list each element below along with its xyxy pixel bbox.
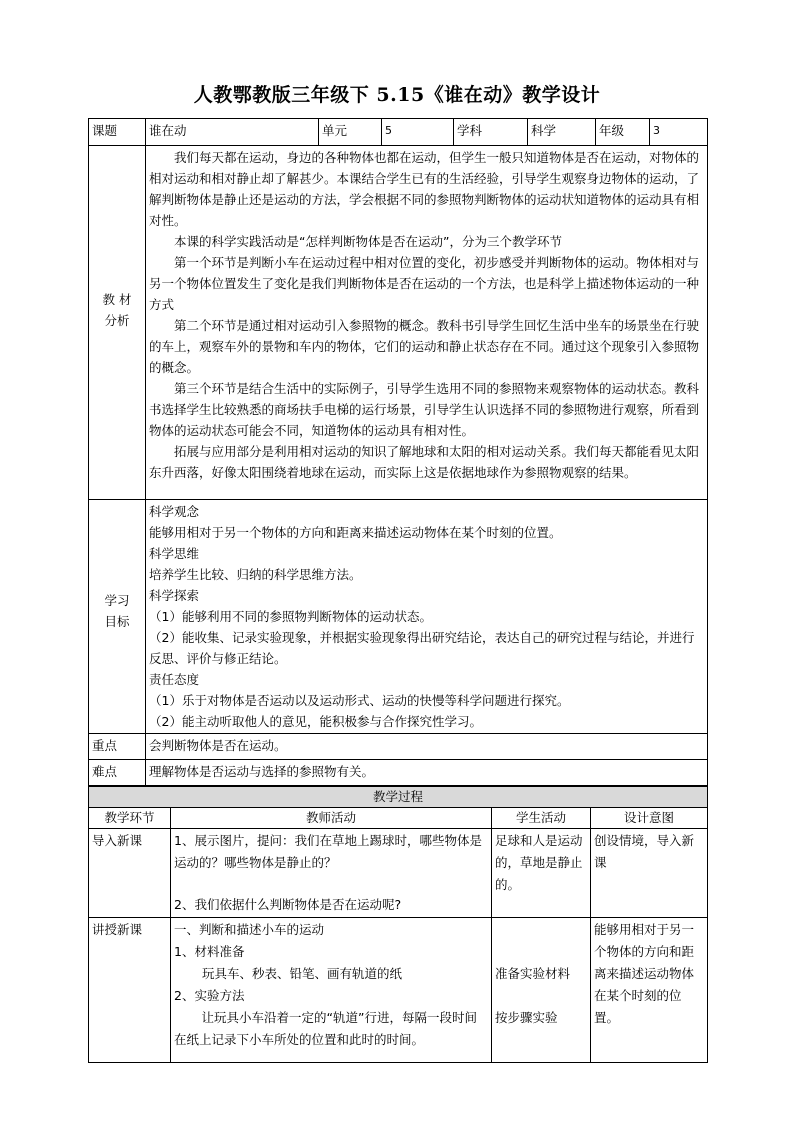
teacher-activity-intro — [171, 829, 492, 918]
key-point-text: 会判断物体是否在运动。 — [146, 734, 708, 760]
objective-line: （2）能主动听取他人的意见，能积极参与合作探究性学习。 — [149, 714, 482, 729]
objective-line: 科学思维 — [149, 546, 200, 561]
objective-line: （2）能收集、记录实验现象，并根据实验现象得出研究结论，表达自己的研究过程与结论，并进行反思、评价与修正结论。 — [149, 630, 695, 666]
document-title: 人教鄂教版三年级下 5.15《谁在动》教学设计 — [193, 84, 601, 106]
analysis-paragraph: 我们每天都在运动，身边的各种物体也都在运动，但学生一般只知道物体是否在运动，对物体的相对运动和相对静止却了解甚少。本课结合学生已有的生活经验，引导学生观察身边物体的运动，了解判断物体是静止还是运动的方法，学会根据不同的参照物判断物体的运动状知道物体的运动具有相对性。 — [149, 150, 700, 228]
teach-step: 让玩具小车沿着一定的“轨道”行进，每隔一段时间在纸上记录下小车所处的位置和此时的时间。 — [174, 1010, 477, 1047]
objectives-content — [146, 500, 708, 734]
process-heading: 教学过程 — [89, 787, 708, 808]
col-stage-header: 教学环节 — [89, 808, 171, 829]
teacher-activity-teach — [171, 918, 492, 1063]
objectives-label-line2: 目标 — [104, 614, 130, 629]
teacher-question-2: 2、我们依据什么判断物体是否在运动呢? — [174, 897, 402, 912]
analysis-paragraph: 第一个环节是判断小车在运动过程中相对位置的变化，初步感受并判断物体的运动。物体相对与另一个物体位置发生了变化是我们判断物体是否在运动的一个方法，也是科学上描述物体运动的一种方式 — [149, 255, 700, 312]
difficulty-row — [89, 760, 708, 786]
objective-line: （1）乐于对物体是否运动以及运动形式、运动的快慢等科学问题进行探究。 — [149, 693, 570, 708]
objective-line: 科学观念 — [149, 504, 200, 519]
analysis-paragraph: 第二个环节是通过相对运动引入参照物的概念。教科书引导学生回忆生活中坐车的场景坐在行驶的车上，观察车外的景物和车内的物体，它们的运动和静止状态存在不同。通过这个现象引入参照物的概念。 — [149, 318, 700, 375]
objective-line: 科学探索 — [149, 588, 200, 603]
design-intent-intro: 创设情境，导入新课 — [591, 829, 708, 918]
stage-intro: 导入新课 — [89, 829, 171, 918]
process-row-intro — [89, 829, 708, 918]
objective-line: 能够用相对于另一个物体的方向和距离来描述运动物体在某个时刻的位置。 — [149, 525, 562, 540]
student-step-1: 准备实验材料 — [495, 966, 571, 981]
unit-label: 单元 — [319, 119, 382, 146]
teacher-question-1: 1、展示图片，提问：我们在草地上踢球时，哪些物体是运动的？哪些物体是静止的？ — [174, 833, 482, 870]
objective-line: 培养学生比较、归纳的科学思维方法。 — [149, 567, 362, 582]
student-activity-teach — [492, 918, 591, 1063]
objectives-label-line1: 学习 — [104, 593, 130, 608]
difficulty-text: 理解物体是否运动与选择的参照物有关。 — [146, 760, 708, 786]
stage-teach: 讲授新课 — [89, 918, 171, 1063]
design-intent-teach: 能够用相对于另一个物体的方向和距离来描述运动物体在某个时刻的位置。 — [591, 918, 708, 1063]
lesson-info-table — [88, 118, 708, 786]
objective-line: （1）能够利用不同的参照物判断物体的运动状态。 — [149, 609, 432, 624]
student-step-2: 按步骤实验 — [495, 1010, 558, 1025]
process-header-row — [89, 808, 708, 829]
subject-value: 科学 — [528, 119, 596, 146]
objectives-label — [89, 500, 146, 734]
col-teacher-header: 教师活动 — [171, 808, 492, 829]
process-heading-row — [89, 787, 708, 808]
col-student-header: 学生活动 — [492, 808, 591, 829]
teach-step: 一、判断和描述小车的运动 — [174, 922, 325, 937]
analysis-paragraph: 本课的科学实践活动是“怎样判断物体是否在运动”，分为三个教学环节 — [174, 234, 562, 249]
teach-step: 玩具车、秒表、铅笔、画有轨道的纸 — [202, 966, 403, 981]
analysis-content — [146, 146, 708, 500]
info-row — [89, 119, 708, 146]
teaching-process-table — [88, 786, 708, 1063]
col-intent-header: 设计意图 — [591, 808, 708, 829]
process-row-teach — [89, 918, 708, 1063]
analysis-label — [89, 146, 146, 500]
analysis-row — [89, 146, 708, 500]
objectives-row — [89, 500, 708, 734]
grade-value: 3 — [650, 119, 708, 146]
teach-step: 2、实验方法 — [174, 988, 245, 1003]
grade-label: 年级 — [596, 119, 650, 146]
lesson-label: 课题 — [89, 119, 146, 146]
analysis-paragraph: 第三个环节是结合生活中的实际例子，引导学生选用不同的参照物来观察物体的运动状态。教科书选择学生比较熟悉的商场扶手电梯的运行场景，引导学生认识选择不同的参照物进行观察，所看到物体的运动状态可能会不同，知道物体的运动具有相对性。 — [149, 381, 700, 438]
analysis-label-line1: 教 材 — [102, 292, 132, 307]
difficulty-label: 难点 — [89, 760, 146, 786]
analysis-label-line2: 分析 — [104, 313, 130, 328]
key-point-row — [89, 734, 708, 760]
lesson-value: 谁在动 — [146, 119, 319, 146]
subject-label: 学科 — [454, 119, 528, 146]
key-point-label: 重点 — [89, 734, 146, 760]
unit-value: 5 — [382, 119, 454, 146]
teach-step: 1、材料准备 — [174, 944, 245, 959]
analysis-paragraph: 拓展与应用部分是利用相对运动的知识了解地球和太阳的相对运动关系。我们每天都能看见太阳东升西落，好像太阳围绕着地球在运动，而实际上这是依据地球作为参照物观察的结果。 — [149, 444, 700, 480]
student-activity-intro: 足球和人是运动的，草地是静止的。 — [492, 829, 591, 918]
objective-line: 责任态度 — [149, 672, 200, 687]
